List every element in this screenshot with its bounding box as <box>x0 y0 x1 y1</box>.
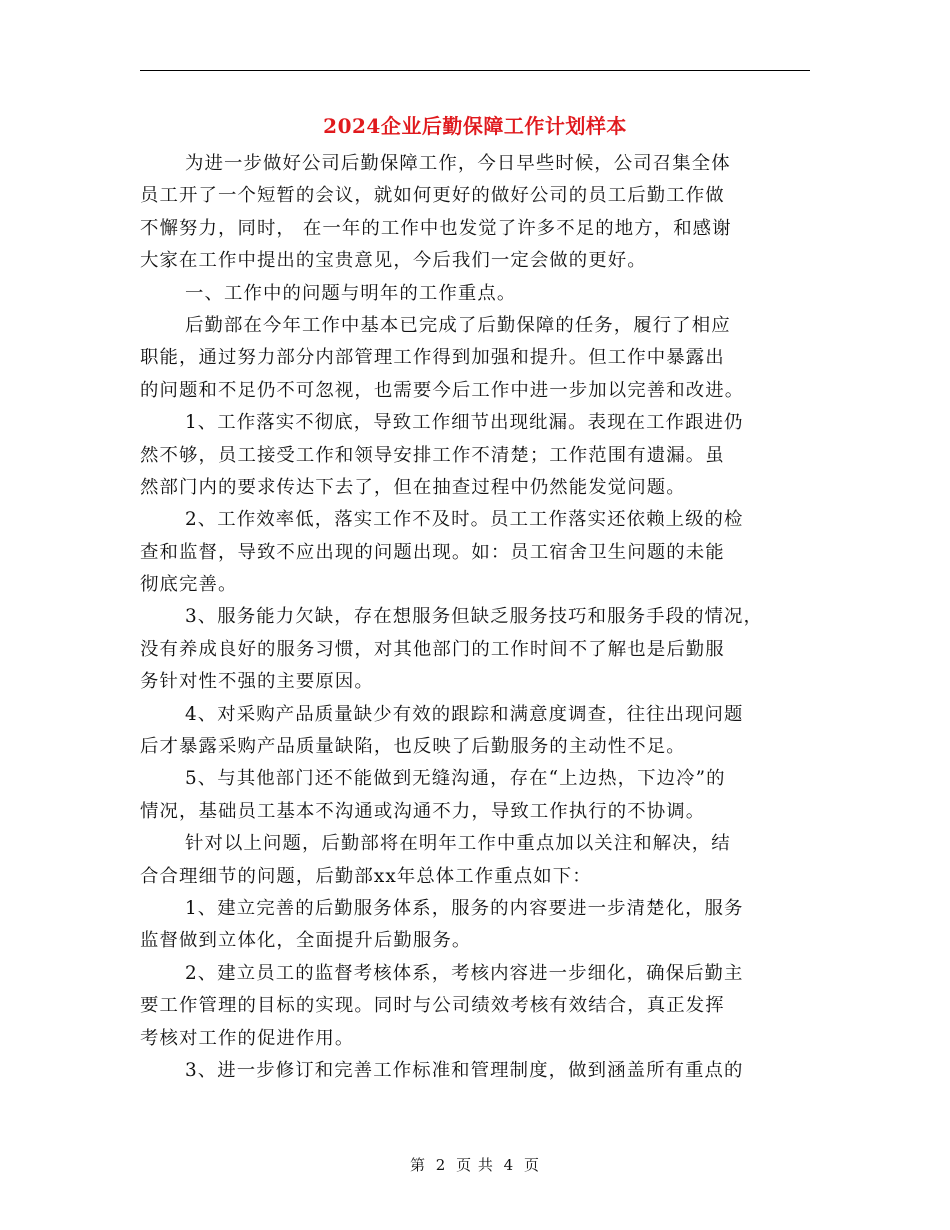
paragraph-line: 然不够，员工接受工作和领导安排工作不清楚；工作范围有遗漏。虽 <box>140 444 725 466</box>
paragraph-line: 针对以上问题，后勤部将在明年工作中重点加以关注和解决，结 <box>185 833 731 855</box>
paragraph <box>140 828 810 893</box>
paragraph-line: 2、建立员工的监督考核体系，考核内容进一步细化，确保后勤主 <box>185 962 744 984</box>
document-title: 2024企业后勤保障工作计划样本 <box>323 114 627 138</box>
paragraph-line: 1、建立完善的后勤服务体系，服务的内容要进一步清楚化，服务 <box>185 897 744 919</box>
paragraph <box>140 278 810 310</box>
paragraph <box>140 407 810 504</box>
paragraph <box>140 310 810 407</box>
paragraph-line: 大家在工作中提出的宝贵意见，今后我们一定会做的更好。 <box>140 250 647 272</box>
paragraph-line: 情况，基础员工基本不沟通或沟通不力，导致工作执行的不协调。 <box>140 800 706 822</box>
paragraph-line: 的问题和不足仍不可忽视，也需要今后工作中进一步加以完善和改进。 <box>140 379 745 401</box>
paragraph-line: 员工开了一个短暂的会议，就如何更好的做好公司的员工后勤工作做 <box>140 185 725 207</box>
footer-suffix: 页 <box>524 1156 541 1174</box>
header-rule <box>140 70 810 71</box>
footer-middle: 页 共 <box>456 1156 494 1174</box>
page-footer <box>0 1153 950 1177</box>
paragraph <box>140 601 810 698</box>
paragraph-line: 职能，通过努力部分内部管理工作得到加强和提升。但工作中暴露出 <box>140 347 725 369</box>
paragraph-line: 3、服务能力欠缺，存在想服务但缺乏服务技巧和服务手段的情况， <box>185 606 764 628</box>
paragraph-line: 后勤部在今年工作中基本已完成了后勤保障的任务，履行了相应 <box>185 314 731 336</box>
paragraph-line: 彻底完善。 <box>140 574 238 596</box>
paragraph-line: 5、与其他部门还不能做到无缝沟通，存在“上边热，下边冷”的 <box>185 768 726 790</box>
paragraph <box>140 958 810 1055</box>
paragraph-line: 3、进一步修订和完善工作标准和管理制度，做到涵盖所有重点的 <box>185 1059 744 1081</box>
paragraph-line: 考核对工作的促进作用。 <box>140 1027 355 1049</box>
paragraph-line: 查和监督，导致不应出现的问题出现。如：员工宿舍卫生问题的未能 <box>140 541 725 563</box>
paragraph <box>140 504 810 601</box>
paragraph-line: 后才暴露采购产品质量缺陷，也反映了后勤服务的主动性不足。 <box>140 736 686 758</box>
footer-prefix: 第 <box>409 1156 426 1174</box>
paragraph-line: 要工作管理的目标的实现。同时与公司绩效考核有效结合，真正发挥 <box>140 995 725 1017</box>
paragraph <box>140 1055 810 1087</box>
paragraph-line: 监督做到立体化，全面提升后勤服务。 <box>140 930 472 952</box>
paragraph-line: 4、对采购产品质量缺少有效的跟踪和满意度调查，往往出现问题 <box>185 703 744 725</box>
paragraph-line: 没有养成良好的服务习惯，对其他部门的工作时间不了解也是后勤服 <box>140 638 725 660</box>
paragraph-line: 务针对性不强的主要原因。 <box>140 671 374 693</box>
paragraph-line: 1、工作落实不彻底，导致工作细节出现纰漏。表现在工作跟进仍 <box>185 412 744 434</box>
paragraph-line: 2、工作效率低，落实工作不及时。员工工作落实还依赖上级的检 <box>185 509 744 531</box>
paragraph-line: 不懈努力，同时， 在一年的工作中也发觉了许多不足的地方，和感谢 <box>140 217 732 239</box>
paragraph-line: 一、工作中的问题与明年的工作重点。 <box>185 282 517 304</box>
paragraph <box>140 148 810 278</box>
paragraph-line: 合合理细节的问题，后勤部xx年总体工作重点如下： <box>140 865 592 887</box>
paragraph <box>140 763 810 828</box>
paragraph-line: 为进一步做好公司后勤保障工作，今日早些时候，公司召集全体 <box>185 153 731 174</box>
footer-total-pages: 4 <box>503 1156 515 1174</box>
paragraph-line: 然部门内的要求传达下去了，但在抽查过程中仍然能发觉问题。 <box>140 476 686 498</box>
document-body <box>140 148 810 1087</box>
paragraph <box>140 893 810 958</box>
paragraph <box>140 699 810 764</box>
footer-page-number: 2 <box>435 1156 447 1174</box>
